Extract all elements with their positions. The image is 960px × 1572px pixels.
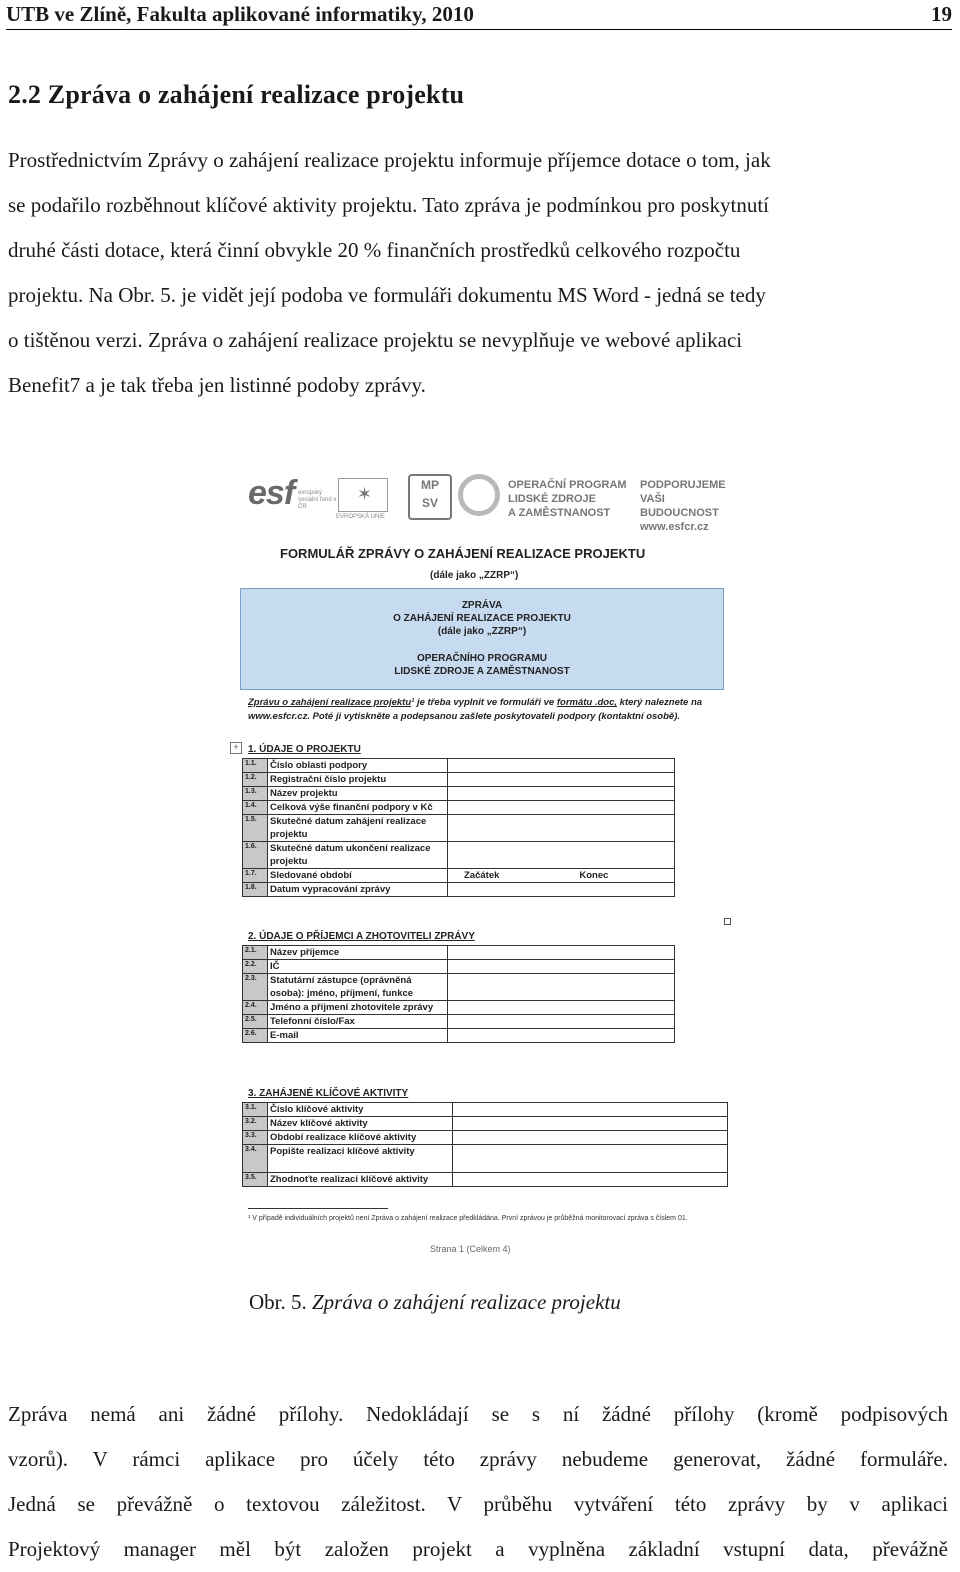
row-number: 1.7.: [243, 869, 268, 883]
row-number: 3.1.: [243, 1103, 268, 1117]
value-cell[interactable]: [448, 815, 675, 842]
table-resize-handle[interactable]: [724, 918, 731, 925]
end-label: Konec: [579, 870, 609, 881]
instructions-part: ¹ je třeba vyplnit ve formuláři ve: [411, 697, 557, 708]
row-number: 1.6.: [243, 842, 268, 869]
value-cell[interactable]: [448, 759, 675, 773]
row-number: 3.2.: [243, 1117, 268, 1131]
table-row: [243, 883, 675, 897]
table-row: [243, 869, 675, 883]
value-cell[interactable]: [448, 787, 675, 801]
row-number: 2.6.: [243, 1029, 268, 1043]
row-label: Statutární zástupce (oprávněná osoba): jméno, příjmení, funkce: [268, 974, 448, 1001]
row-number: 1.1.: [243, 759, 268, 773]
row-label: Skutečné datum zahájení realizace projektu: [268, 815, 448, 842]
value-cell[interactable]: [448, 960, 675, 974]
table-row: [243, 974, 675, 1001]
paragraph-line: Jedná se převážně o textovou záležitost. V průběhu vytváření této zprávy by v aplikaci: [8, 1492, 948, 1516]
row-number: 1.3.: [243, 787, 268, 801]
row-label: Číslo oblasti podpory: [268, 759, 448, 773]
row-label: Jméno a příjmení zhotovitele zprávy: [268, 1001, 448, 1015]
box-line: OPERAČNÍHO PROGRAMU: [416, 653, 547, 664]
row-label: Popište realizaci klíčové aktivity: [268, 1145, 453, 1173]
value-cell[interactable]: [453, 1173, 728, 1187]
recipient-data-table: [242, 945, 675, 1043]
row-number: 3.3.: [243, 1131, 268, 1145]
support-logo-text: PODPORUJEME VAŠI BUDOUCNOST www.esfcr.cz: [640, 479, 726, 533]
running-header: [6, 0, 952, 30]
form-page-label: Strana 1 (Celkem 4): [430, 1244, 511, 1254]
row-number: 1.2.: [243, 773, 268, 787]
table-row: [243, 1103, 728, 1117]
table-row: [243, 960, 675, 974]
form-title: FORMULÁŘ ZPRÁVY O ZAHÁJENÍ REALIZACE PROJEKTU: [280, 546, 646, 561]
table-row: [243, 815, 675, 842]
row-label: Název klíčové aktivity: [268, 1117, 453, 1131]
paragraph-closing: [8, 1392, 948, 1572]
row-label: Číslo klíčové aktivity: [268, 1103, 453, 1117]
logo-strip: [248, 470, 728, 533]
instructions-part: formátu .doc,: [556, 697, 618, 708]
section-3-title: 3. ZAHÁJENÉ KLÍČOVÉ AKTIVITY: [248, 1088, 409, 1099]
table-row: [243, 1001, 675, 1015]
value-cell[interactable]: [448, 1029, 675, 1043]
paragraph-line: Prostřednictvím Zprávy o zahájení realizace projektu informuje příjemce dotace o tom, jak: [8, 148, 771, 172]
row-number: 2.3.: [243, 974, 268, 1001]
value-cell[interactable]: [448, 842, 675, 869]
star-ring-icon: ✶: [357, 484, 373, 504]
table-row: [243, 1117, 728, 1131]
form-figure: [230, 462, 740, 1267]
box-line: (dále jako „ZZRP“): [437, 626, 527, 637]
value-cell[interactable]: [453, 1103, 728, 1117]
paragraph-intro: [8, 138, 948, 408]
period-cell[interactable]: [448, 869, 675, 883]
mpsv-logo-line: SV: [421, 496, 438, 510]
figure-caption: [249, 1290, 621, 1315]
row-label: Registrační číslo projektu: [268, 773, 448, 787]
table-row: [243, 759, 675, 773]
paragraph-line: Benefit7 a je tak třeba jen listinné podoby zprávy.: [8, 373, 426, 397]
box-line: O ZAHÁJENÍ REALIZACE PROJEKTU: [393, 613, 571, 624]
table-row: [243, 842, 675, 869]
row-label: Telefonní číslo/Fax: [268, 1015, 448, 1029]
section-heading: 2.2 Zpráva o zahájení realizace projektu: [8, 80, 465, 109]
caption-text: Zpráva o zahájení realizace projektu: [312, 1290, 621, 1314]
paragraph-line: vzorů). V rámci aplikace pro účely této zprávy nebudeme generovat, žádné formuláře.: [8, 1447, 948, 1471]
box-line: LIDSKÉ ZDROJE A ZAMĚSTNANOST: [394, 666, 570, 677]
box-line: ZPRÁVA: [461, 600, 503, 611]
instructions-part: Zprávu o zahájení realizace projektu: [248, 697, 412, 708]
section-2-title: 2. ÚDAJE O PŘÍJEMCI A ZHOTOVITELI ZPRÁVY: [248, 931, 475, 942]
footnote: ¹ V případě individuálních projektů není Zpráva o zahájení realizace předkládána. První zprávou je průběžná monitorovací zpráva s číslem 01.: [248, 1215, 688, 1222]
paragraph-line: se podařilo rozběhnout klíčové aktivity projektu. Tato zpráva je podmínkou pro poskytnutí: [8, 193, 769, 217]
row-label: Období realizace klíčové aktivity: [268, 1131, 453, 1145]
form-header-box: [240, 588, 724, 690]
value-cell[interactable]: [453, 1117, 728, 1131]
page-number: 19: [931, 2, 952, 26]
table-row: [243, 1015, 675, 1029]
row-number: 1.8.: [243, 883, 268, 897]
op-logo-text: OPERAČNÍ PROGRAM LIDSKÉ ZDROJE A ZAMĚSTNANOST: [508, 479, 627, 519]
paragraph-line: Zpráva nemá ani žádné přílohy. Nedokládají se s ní žádné přílohy (kromě podpisových: [8, 1402, 948, 1426]
activities-table: [242, 1102, 728, 1187]
value-cell[interactable]: [448, 946, 675, 960]
value-cell[interactable]: [453, 1145, 728, 1173]
table-row: [243, 1131, 728, 1145]
value-cell[interactable]: [448, 1001, 675, 1015]
paragraph-line: projektu. Na Obr. 5. je vidět její podoba ve formuláři dokumentu MS Word - jedná se tedy: [8, 283, 766, 307]
table-row: [243, 801, 675, 815]
row-number: 2.2.: [243, 960, 268, 974]
row-number: 3.5.: [243, 1173, 268, 1187]
value-cell[interactable]: [448, 974, 675, 1001]
section-1-title: 1. ÚDAJE O PROJEKTU: [248, 744, 361, 755]
table-row: [243, 1173, 728, 1187]
row-number: 2.4.: [243, 1001, 268, 1015]
value-cell[interactable]: [448, 801, 675, 815]
value-cell[interactable]: [448, 1015, 675, 1029]
eu-flag-logo: [338, 478, 388, 512]
table-row: [243, 1029, 675, 1043]
mpsv-logo: [408, 474, 452, 520]
instructions-part: který naleznete na www.esfcr.cz. Poté ji vytiskněte a podepsanou zašlete poskytovateli podpory (kontaktní osobě).: [248, 697, 703, 722]
row-label: Název příjemce: [268, 946, 448, 960]
row-number: 1.4.: [243, 801, 268, 815]
header-title: UTB ve Zlíně, Fakulta aplikované informatiky, 2010: [6, 2, 474, 26]
row-number: 3.4.: [243, 1145, 268, 1173]
row-number: 2.1.: [243, 946, 268, 960]
form-instructions: [248, 696, 722, 724]
table-row: [243, 773, 675, 787]
paragraph-line: druhé části dotace, která činní obvykle 20 % finančních prostředků celkového rozpočtu: [8, 238, 741, 262]
mpsv-logo-line: MP: [421, 478, 439, 492]
table-row: [243, 1145, 728, 1173]
paragraph-line: o tištěnou verzi. Zpráva o zahájení realizace projektu se nevyplňuje ve webové aplikaci: [8, 328, 743, 352]
row-label: E-mail: [268, 1029, 448, 1043]
value-cell[interactable]: [453, 1131, 728, 1145]
table-row: [243, 946, 675, 960]
value-cell[interactable]: [448, 883, 675, 897]
row-label: Celková výše finanční podpory v Kč: [268, 801, 448, 815]
row-label: Zhodnoťte realizaci klíčové aktivity: [268, 1173, 453, 1187]
project-data-table: [242, 758, 675, 897]
table-move-handle-icon[interactable]: +: [230, 742, 242, 754]
row-number: 2.5.: [243, 1015, 268, 1029]
start-label: Začátek: [464, 870, 500, 881]
eu-logo-caption: EVROPSKÁ UNIE: [336, 514, 386, 520]
value-cell[interactable]: [448, 773, 675, 787]
row-label: Skutečné datum ukončení realizace projektu: [268, 842, 448, 869]
caption-prefix: Obr. 5.: [249, 1290, 312, 1314]
row-label: Datum vypracování zprávy: [268, 883, 448, 897]
row-label: Sledované období: [268, 869, 448, 883]
table-row: [243, 787, 675, 801]
form-subtitle: (dále jako „ZZRP“): [430, 570, 519, 581]
footnote-divider: [248, 1208, 388, 1209]
row-number: 1.5.: [243, 815, 268, 842]
esf-logo: esf: [248, 474, 295, 512]
row-label: IČ: [268, 960, 448, 974]
esf-logo-caption: evropský sociální fond v ČR: [298, 490, 337, 510]
row-label: Název projektu: [268, 787, 448, 801]
paragraph-line: Projektový manager měl být založen projekt a vyplněna základní vstupní data, převážně: [8, 1537, 948, 1561]
op-ring-logo: [458, 474, 500, 516]
